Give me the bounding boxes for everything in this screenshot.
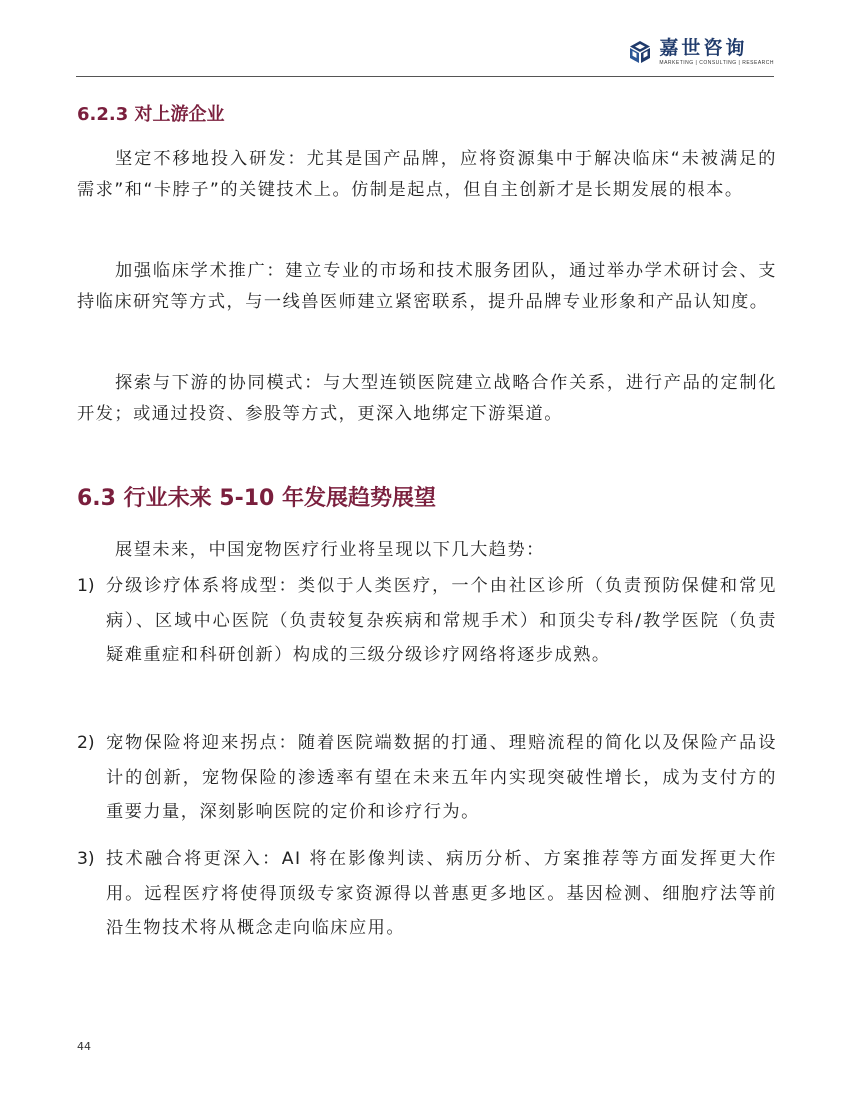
list-item-number: 2) xyxy=(77,733,95,753)
company-logo xyxy=(627,34,774,70)
page-number: 44 xyxy=(77,1040,91,1053)
paragraph-downstream-collaboration: 探索与下游的协同模式：与大型连锁医院建立战略合作关系，进行产品的定制化开发；或通过投资、参股等方式，更深入地绑定下游渠道。 xyxy=(77,373,777,424)
list-item-text: 分级诊疗体系将成型：类似于人类医疗，一个由社区诊所（负责预防保健和常见病）、区域中心医院（负责较复杂疾病和常规手术）和顶尖专科/教学医院（负责疑难重症和科研创新）构成的三级分级诊疗网络将逐步成熟。 xyxy=(106,576,777,665)
list-item xyxy=(77,569,777,673)
page-header xyxy=(76,30,774,77)
list-item xyxy=(77,726,777,830)
cube-logo-icon xyxy=(627,39,653,65)
paragraph-rd-investment: 坚定不移地投入研发：尤其是国产品牌，应将资源集中于解决临床“未被满足的需求”和“卡脖子”的关键技术上。仿制是起点，但自主创新才是长期发展的根本。 xyxy=(77,149,777,200)
logo-tagline: MARKETING | CONSULTING | RESEARCH xyxy=(659,60,774,66)
section-heading-6-2-3: 6.2.3 对上游企业 xyxy=(77,104,225,125)
section-heading-6-3: 6.3 行业未来 5-10 年发展趋势展望 xyxy=(77,486,437,511)
paragraph-academic-promotion: 加强临床学术推广：建立专业的市场和技术服务团队，通过举办学术研讨会、支持临床研究等方式，与一线兽医师建立紧密联系，提升品牌专业形象和产品认知度。 xyxy=(77,261,777,312)
paragraph-trends-intro: 展望未来，中国宠物医疗行业将呈现以下几大趋势： xyxy=(115,540,545,560)
list-item-text: 技术融合将更深入：AI 将在影像判读、病历分析、方案推荐等方面发挥更大作用。远程医疗将使得顶级专家资源得以普惠更多地区。基因检测、细胞疗法等前沿生物技术将从概念走向临床应用。 xyxy=(106,849,777,938)
logo-name: 嘉世咨询 xyxy=(659,37,748,59)
list-item-number: 3) xyxy=(77,849,95,869)
list-item-text: 宠物保险将迎来拐点：随着医院端数据的打通、理赔流程的简化以及保险产品设计的创新，宠物保险的渗透率有望在未来五年内实现突破性增长，成为支付方的重要力量，深刻影响医院的定价和诊疗行为。 xyxy=(106,733,777,822)
list-item xyxy=(77,842,777,946)
list-item-number: 1) xyxy=(77,576,95,596)
